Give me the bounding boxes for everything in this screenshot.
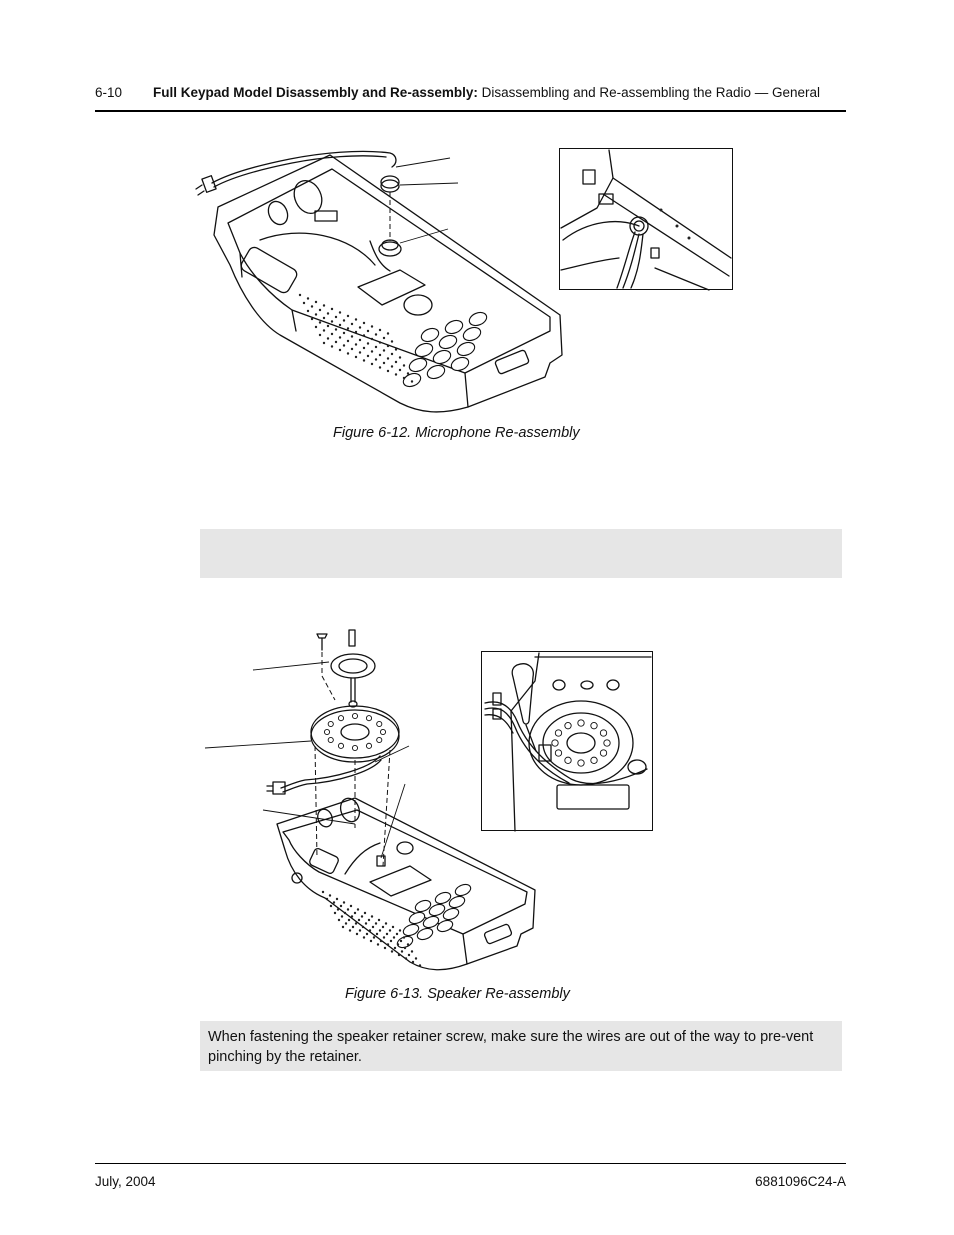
section-bold-title: Full Keypad Model Disassembly and Re-assembly:	[153, 85, 478, 100]
note-text-empty	[200, 529, 842, 535]
header-rule	[95, 110, 846, 112]
figure-6-12-caption: Figure 6-12. Microphone Re-assembly	[333, 425, 580, 441]
footer-doc-number: 6881096C24-A	[755, 1174, 846, 1189]
page-header	[95, 84, 846, 102]
microphone-detail-inset	[559, 148, 733, 290]
footer-date: July, 2004	[95, 1174, 156, 1189]
note-box-empty	[200, 529, 842, 578]
page-number: 6-10	[95, 85, 123, 100]
section-title: Disassembling and Re-assembling the Radio — General	[477, 85, 821, 100]
footer-rule	[95, 1163, 846, 1164]
microphone-housing-drawing	[200, 145, 570, 420]
figure-6-13-caption: Figure 6-13. Speaker Re-assembly	[345, 986, 570, 1002]
note-text-speaker: When fastening the speaker retainer screw, make sure the wires are out of the way to pre-vent pinching by the retainer.	[208, 1029, 814, 1065]
speaker-detail-inset	[481, 651, 653, 831]
note-box-speaker	[200, 1021, 842, 1071]
